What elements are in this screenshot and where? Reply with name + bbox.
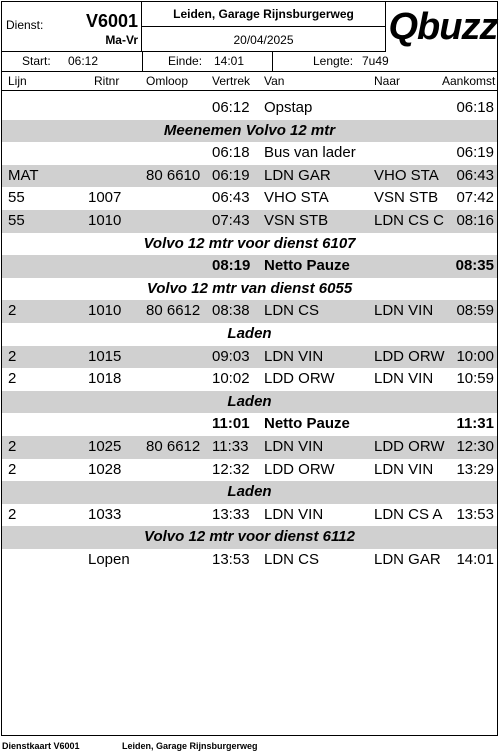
cell-vertrek: 08:19 <box>212 257 251 275</box>
footer-location: Leiden, Garage Rijnsburgerweg <box>122 741 258 751</box>
cell-lijn: 2 <box>8 437 17 455</box>
cell-aankomst: 08:35 <box>455 257 494 275</box>
cell-van: LDN VIN <box>264 437 324 455</box>
cell-naar: LDN VIN <box>374 460 434 478</box>
cell-lijn: 55 <box>8 189 25 207</box>
trip-row <box>2 300 497 323</box>
trip-row <box>2 459 497 482</box>
cell-lijn: 55 <box>8 211 25 229</box>
dienst-number: V6001 <box>85 11 138 31</box>
cell-lijn: MAT <box>8 166 39 184</box>
section-title: Volvo 12 mtr voor dienst 6107 <box>143 234 356 252</box>
cell-vertrek: 08:38 <box>212 302 250 320</box>
footer-label: Dienstkaart V6001 <box>2 741 80 751</box>
cell-aankomst: 08:59 <box>456 302 494 320</box>
cell-lijn: 2 <box>8 370 17 388</box>
dienst-box <box>2 2 142 52</box>
cell-omloop: 80 6612 <box>146 302 201 320</box>
trip-row <box>2 142 497 165</box>
cell-vertrek: 06:12 <box>212 99 250 116</box>
cell-naar: LDN CS C <box>374 211 445 229</box>
cell-naar: LDN VIN <box>374 370 434 388</box>
info-divider <box>142 52 143 71</box>
cell-van: LDD ORW <box>264 370 335 388</box>
cell-vertrek: 11:01 <box>212 415 250 433</box>
trip-row <box>2 549 497 572</box>
cell-naar: LDD ORW <box>374 347 445 365</box>
cell-ritnr: 1018 <box>88 370 122 388</box>
section-title: Volvo 12 mtr voor dienst 6112 <box>144 528 355 546</box>
info-row <box>2 52 497 72</box>
section-row <box>2 481 497 504</box>
cell-vertrek: 06:19 <box>212 166 250 184</box>
lengte-label: Lengte: <box>313 54 354 68</box>
cell-omloop: 80 6612 <box>146 437 201 455</box>
cell-aankomst: 08:16 <box>456 211 494 229</box>
cell-van: Netto Pauze <box>264 257 350 275</box>
section-title: Laden <box>227 483 272 501</box>
section-title: Laden <box>227 324 272 342</box>
cell-van: LDD ORW <box>264 460 335 478</box>
cell-aankomst: 06:43 <box>456 166 494 184</box>
cell-vertrek: 13:33 <box>212 505 250 523</box>
dienst-days: Ma-Vr <box>105 33 138 47</box>
section-row <box>2 120 497 143</box>
cell-van: Bus van lader <box>264 144 356 162</box>
cell-aankomst: 10:00 <box>456 347 494 365</box>
cell-van: LDN CS <box>264 302 320 320</box>
col-naar: Naar <box>374 74 401 88</box>
cell-naar: LDN CS A <box>374 505 443 523</box>
cell-van: Netto Pauze <box>264 415 350 433</box>
lengte-value: 7u49 <box>362 54 389 68</box>
cell-vertrek: 10:02 <box>212 370 250 388</box>
info-divider <box>272 52 273 71</box>
cell-aankomst: 06:18 <box>456 99 494 116</box>
cell-aankomst: 13:29 <box>456 460 494 478</box>
location-box <box>142 2 386 52</box>
cell-vertrek: 13:53 <box>212 550 250 568</box>
cell-aankomst: 10:59 <box>456 370 494 388</box>
cell-ritnr: 1007 <box>88 189 122 207</box>
cell-van: Opstap <box>264 99 313 116</box>
cell-van: VHO STA <box>264 189 329 207</box>
cell-ritnr: 1010 <box>88 302 122 320</box>
cell-van: LDN VIN <box>264 347 324 365</box>
section-title: Meenemen Volvo 12 mtr <box>163 121 336 139</box>
cell-aankomst: 13:53 <box>456 505 494 523</box>
section-title: Laden <box>227 392 272 410</box>
trip-row <box>2 346 497 369</box>
cell-van: LDN VIN <box>264 505 324 523</box>
col-omloop: Omloop <box>146 74 189 88</box>
cell-lijn: 2 <box>8 505 17 523</box>
cell-ritnr: 1025 <box>88 437 122 455</box>
trip-row <box>2 504 497 527</box>
cell-van: LDN GAR <box>264 166 331 184</box>
cell-ritnr: 1033 <box>88 505 122 523</box>
col-lijn: Lijn <box>8 74 27 88</box>
cell-lijn: 2 <box>8 460 17 478</box>
cell-van: VSN STB <box>264 211 329 229</box>
col-aankomst: Aankomst <box>442 74 496 88</box>
section-row <box>2 526 497 549</box>
cell-vertrek: 06:18 <box>212 144 250 162</box>
dienst-label: Dienst: <box>6 18 44 32</box>
cell-vertrek: 11:33 <box>212 437 249 455</box>
col-vertrek: Vertrek <box>212 74 251 88</box>
cell-naar: VHO STA <box>374 166 439 184</box>
cell-naar: LDN VIN <box>374 302 434 320</box>
qbuzz-logo: Qbuzz <box>388 6 498 48</box>
cell-aankomst: 12:30 <box>456 437 494 455</box>
cell-lijn: 2 <box>8 347 17 365</box>
location-name: Leiden, Garage Rijnsburgerweg <box>142 2 385 27</box>
trip-row <box>2 187 497 210</box>
duty-card <box>1 1 498 736</box>
trip-row <box>2 436 497 459</box>
cell-van: LDN CS <box>264 550 320 568</box>
cell-ritnr: 1015 <box>88 347 122 365</box>
cell-naar: LDD ORW <box>374 437 445 455</box>
cell-aankomst: 07:42 <box>456 189 494 207</box>
cell-vertrek: 09:03 <box>212 347 250 365</box>
col-van: Van <box>264 74 285 88</box>
cell-aankomst: 14:01 <box>456 550 494 568</box>
trip-row <box>2 210 497 233</box>
einde-value: 14:01 <box>214 54 245 68</box>
duty-rows <box>2 97 497 571</box>
cell-aankomst: 06:19 <box>456 144 494 162</box>
cell-vertrek: 12:32 <box>212 460 250 478</box>
start-value: 06:12 <box>68 54 99 68</box>
cell-omloop: 80 6610 <box>146 166 201 184</box>
start-label: Start: <box>22 54 51 68</box>
cell-vertrek: 06:43 <box>212 189 250 207</box>
section-row <box>2 278 497 301</box>
trip-row <box>2 165 497 188</box>
column-header <box>2 72 497 91</box>
cell-vertrek: 07:43 <box>212 211 250 229</box>
section-row <box>2 323 497 346</box>
cell-ritnr: 1028 <box>88 460 122 478</box>
einde-label: Einde: <box>168 54 203 68</box>
section-row <box>2 233 497 256</box>
cell-lijn: 2 <box>8 302 17 320</box>
cell-naar: LDN GAR <box>374 550 441 568</box>
card-header <box>2 2 497 52</box>
cell-naar: VSN STB <box>374 189 439 207</box>
cell-ritnr: Lopen <box>88 550 130 568</box>
col-ritnr: Ritnr <box>94 74 120 88</box>
cell-ritnr: 1010 <box>88 211 122 229</box>
pause-row <box>2 255 497 278</box>
section-row <box>2 391 497 414</box>
service-date: 20/04/2025 <box>233 33 294 47</box>
trip-row <box>2 368 497 391</box>
pause-row <box>2 413 497 436</box>
trip-row <box>2 97 497 120</box>
cell-aankomst: 11:31 <box>456 415 494 433</box>
section-title: Volvo 12 mtr van dienst 6055 <box>146 279 353 297</box>
